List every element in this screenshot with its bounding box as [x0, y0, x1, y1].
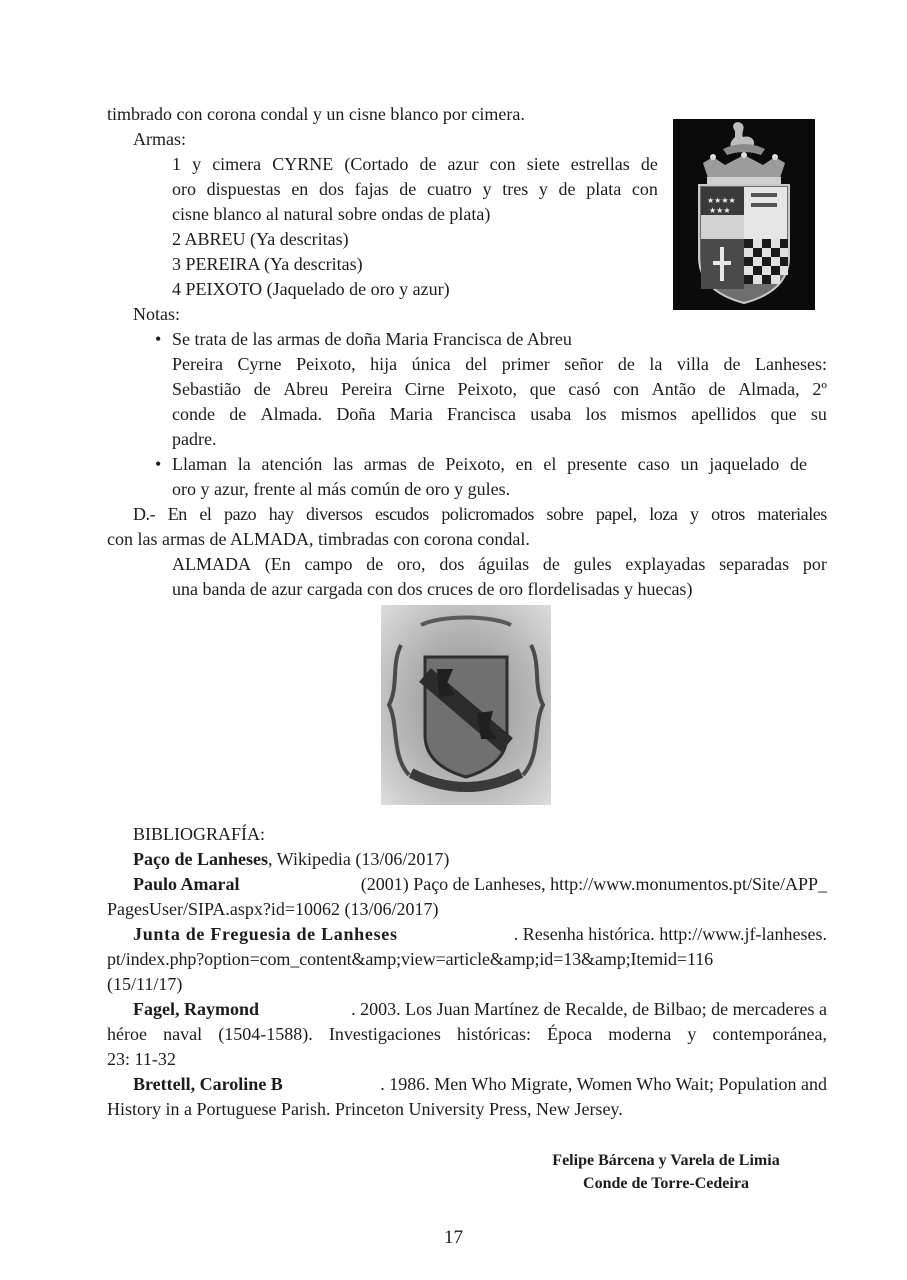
- bib-author: Fagel, Raymond: [133, 999, 259, 1019]
- svg-text:★★★: ★★★: [709, 206, 731, 215]
- bib-author: Brettell, Caroline B: [133, 1074, 283, 1094]
- note-line: Se trata de las armas de doña Maria Francisca de Abreu: [172, 329, 572, 349]
- bib-text: , Wikipedia (13/06/2017): [268, 849, 450, 869]
- coat-of-arms-illustration: [673, 119, 815, 310]
- note-line: Llaman la atención las armas de Peixoto, en el presente caso un jaquelado de: [172, 454, 807, 474]
- bib-entry-line: (15/11/17): [107, 974, 183, 994]
- almada-line: ALMADA (En campo de oro, dos águilas de gules explayadas separadas por: [172, 554, 827, 574]
- bib-text: . 1986. Men Who Migrate, Women Who Wait; Population and: [380, 1074, 827, 1094]
- svg-text:★★★★: ★★★★: [707, 196, 736, 205]
- coat-of-arms-cyrne-image: [673, 119, 815, 310]
- almada-line: una banda de azur cargada con dos cruces de oro flordelisadas y huecas): [172, 579, 693, 599]
- bib-author: Paulo Amaral: [133, 874, 240, 894]
- note-line: conde de Almada. Doña Maria Francisca usaba los mismos apellidos que su: [172, 404, 827, 424]
- signature-name: Felipe Bárcena y Varela de Limia: [552, 1152, 780, 1169]
- armas-item-line: 4 PEIXOTO (Jaquelado de oro y azur): [172, 279, 450, 299]
- paragraph-line: timbrado con corona condal y un cisne blanco por cimera.: [107, 104, 525, 124]
- bib-entry-line: [133, 872, 827, 897]
- bullet-marker: •: [155, 454, 162, 474]
- note-line: oro y azur, frente al más común de oro y gules.: [172, 479, 511, 499]
- note-line: Pereira Cyrne Peixoto, hija única del primer señor de la villa de Lanheses:: [172, 354, 827, 374]
- section-d-line: con las armas de ALMADA, timbradas con corona condal.: [107, 529, 530, 549]
- armas-item-line: 1 y cimera CYRNE (Cortado de azur con siete estrellas de: [172, 154, 658, 174]
- bibliography-heading: BIBLIOGRAFÍA:: [133, 824, 266, 844]
- bib-author: Paço de Lanheses: [133, 849, 268, 869]
- note-line: Sebastião de Abreu Pereira Cirne Peixoto, que casó con Antão de Almada, 2º: [172, 379, 827, 399]
- armas-heading: Armas:: [133, 129, 186, 149]
- bib-text: . Resenha histórica. http://www.jf-lanheses.: [513, 924, 827, 944]
- bib-entry-line: [133, 922, 827, 947]
- bib-author: Junta de Freguesia de Lanheses: [133, 924, 398, 944]
- armas-item-line: oro dispuestas en dos fajas de cuatro y tres y de plata con: [172, 179, 658, 199]
- bib-text: . 2003. Los Juan Martínez de Recalde, de Bilbao; de mercaderes a: [351, 999, 827, 1019]
- page-number: 17: [444, 1227, 463, 1248]
- bib-entry-line: [133, 847, 449, 872]
- bib-entry-line: PagesUser/SIPA.aspx?id=10062 (13/06/2017): [107, 899, 439, 919]
- bib-entry-line: 23: 11-32: [107, 1049, 176, 1069]
- bib-entry-line: [133, 997, 827, 1022]
- bib-entry-line: History in a Portuguese Parish. Princeton University Press, New Jersey.: [107, 1099, 623, 1119]
- note-line: padre.: [172, 429, 217, 449]
- bullet-marker: •: [155, 329, 162, 349]
- bib-entry-line: pt/index.php?option=com_content&amp;view=article&amp;id=13&amp;Itemid=116: [107, 949, 714, 969]
- almada-shield-illustration: [381, 605, 551, 805]
- bib-entry-line: héroe naval (1504-1588). Investigaciones históricas: Época moderna y contemporánea,: [107, 1024, 827, 1044]
- signature-title: Conde de Torre-Cedeira: [583, 1175, 749, 1192]
- section-d-line: D.- En el pazo hay diversos escudos policromados sobre papel, loza y otros materiales: [133, 504, 827, 524]
- notas-heading: Notas:: [133, 304, 180, 324]
- armas-item-line: 2 ABREU (Ya descritas): [172, 229, 349, 249]
- bib-entry-line: [133, 1072, 827, 1097]
- armas-item-line: cisne blanco al natural sobre ondas de plata): [172, 204, 491, 224]
- armas-item-line: 3 PEREIRA (Ya descritas): [172, 254, 363, 274]
- almada-coat-of-arms-image: [381, 605, 551, 805]
- bib-text: (2001) Paço de Lanheses, http://www.monumentos.pt/Site/APP_: [356, 874, 827, 894]
